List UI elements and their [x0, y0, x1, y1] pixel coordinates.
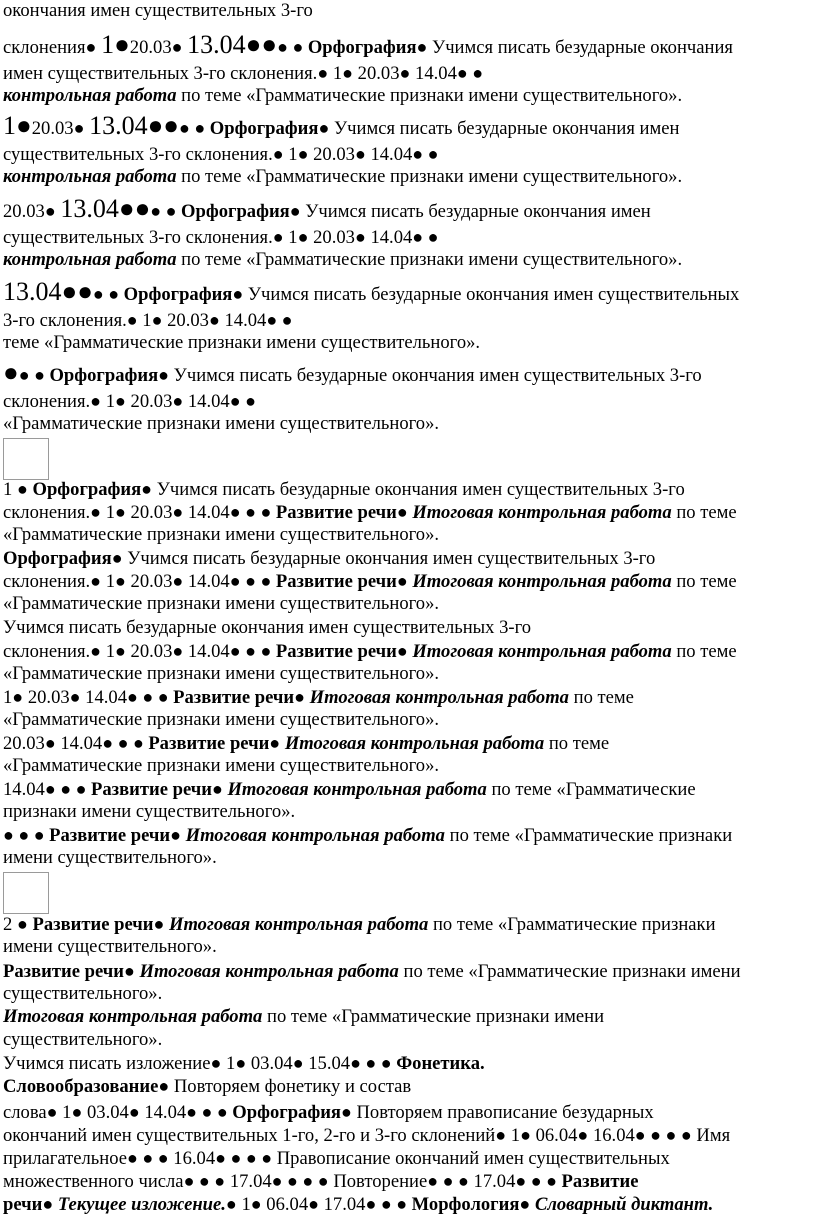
bullet-icon: ●	[519, 1194, 531, 1214]
text-line	[3, 709, 439, 731]
text-run: 14.04	[3, 779, 45, 800]
text-run: теме «Грамматические признаки имени существительного».	[3, 332, 481, 353]
text-line	[3, 936, 217, 958]
bullet-icon: ●	[151, 310, 163, 330]
text-run: 1	[137, 310, 152, 331]
text-run: 20.03	[125, 391, 173, 412]
bullet-icon: ●	[297, 144, 309, 164]
text-run: склонения.	[3, 391, 91, 412]
bullet-icon: ●	[42, 1194, 54, 1214]
text-line	[3, 1193, 713, 1216]
text-run: Правописание окончаний имен существительных	[272, 1148, 670, 1169]
text-line	[3, 847, 217, 869]
bullet-icon: ● ● ●	[3, 825, 50, 845]
text-run: Учимся писать безударные окончания имен существительных	[243, 284, 740, 305]
text-run: 20.03	[308, 227, 355, 248]
text-run: 14.04	[183, 571, 230, 592]
text-line	[3, 593, 439, 615]
text-run: Учимся писать безударные окончания	[427, 37, 733, 58]
text-run: «Грамматические признаки имени существительного».	[3, 663, 440, 684]
text-run: 3-го склонения.	[3, 310, 127, 331]
bullet-icon: ●	[577, 1125, 589, 1145]
text-run: Орфография	[209, 118, 319, 139]
text-run: 20.03	[23, 687, 70, 708]
text-run: Орфография	[307, 37, 417, 58]
text-run: по теме «Грамматические признаки имени	[398, 961, 741, 982]
text-run: имени существительного».	[3, 847, 217, 868]
text-line	[3, 1075, 411, 1098]
text-run: 17.04	[318, 1194, 366, 1215]
bullet-icon: ● ●	[92, 284, 124, 304]
text-line	[3, 640, 737, 663]
text-run: окончаний имен существительных 1-го, 2-го и 3-го склонений	[3, 1125, 496, 1146]
bullet-icon: ●	[269, 733, 281, 753]
text-run: 14.04	[219, 310, 267, 331]
bullet-icon: ●	[225, 1194, 237, 1214]
text-run: по теме	[671, 641, 737, 662]
bullet-icon: ● ●	[18, 365, 50, 385]
text-run: 20.03	[31, 118, 74, 139]
text-run: 1	[3, 479, 17, 500]
text-run: 20.03	[3, 201, 45, 222]
bullet-icon: ●	[126, 310, 138, 330]
text-run: 13.04	[3, 277, 62, 306]
text-run: по теме «Грамматические признаки	[428, 914, 716, 935]
text-run: по теме	[568, 687, 634, 708]
text-line	[3, 913, 716, 936]
table-cell-box	[3, 872, 49, 914]
bullet-icon: ●	[69, 687, 81, 707]
text-run: Итоговая контрольная работа	[185, 825, 445, 846]
text-run: 1	[283, 144, 298, 165]
bullet-icon: ●	[16, 914, 28, 934]
bullet-icon: ●	[396, 502, 408, 522]
text-line	[3, 663, 439, 685]
text-run: 1	[101, 391, 115, 412]
bullet-icon: ●	[90, 641, 102, 661]
text-line	[3, 226, 439, 249]
bullet-icon: ●	[158, 365, 170, 385]
bullet-icon: ●	[294, 687, 305, 707]
text-run: Итоговая контрольная работа	[227, 779, 487, 800]
text-run: 1	[57, 1102, 72, 1123]
text-run: 20.03	[125, 571, 173, 592]
text-run: Развитие речи	[3, 961, 124, 982]
bullet-icon: ●●	[245, 30, 278, 59]
text-run: 13.04	[187, 30, 246, 59]
text-run: Итоговая контрольная работа	[168, 914, 429, 935]
text-line	[3, 413, 439, 435]
text-run: склонения.	[3, 641, 91, 662]
text-run: признаки имени существительного».	[3, 801, 296, 822]
text-run: Орфография	[32, 479, 142, 500]
bullet-icon: ● ● ●	[44, 779, 91, 799]
bullet-icon: ● ●	[456, 63, 484, 83]
bullet-icon: ●	[141, 479, 153, 499]
bullet-icon: ● ●	[150, 201, 182, 221]
bullet-icon: ● ● ●	[183, 1171, 226, 1191]
bullet-icon: ●●	[118, 194, 151, 223]
text-run: Итоговая контрольная работа	[412, 571, 672, 592]
bullet-icon: ● ● ●	[365, 1194, 412, 1214]
bullet-icon: ● ● ●	[102, 733, 149, 753]
bullet-icon: ● ● ●	[229, 641, 276, 661]
text-run: 1	[3, 687, 13, 708]
text-line	[3, 30, 733, 59]
text-line	[3, 570, 737, 593]
text-run: по теме	[671, 502, 737, 523]
text-run: 16.04	[168, 1148, 216, 1169]
bullet-icon: ●	[292, 1053, 304, 1073]
text-run: контрольная работа	[3, 85, 177, 106]
text-run: по теме «Грамматические	[486, 779, 696, 800]
text-run: Развитие речи	[173, 687, 295, 708]
text-run: Итоговая контрольная работа	[309, 687, 569, 708]
bullet-icon: ●	[170, 825, 181, 845]
text-run: Итоговая контрольная работа	[412, 502, 672, 523]
text-run: Орфография	[3, 548, 112, 569]
bullet-icon: ●	[171, 37, 183, 57]
text-run: 14.04	[410, 63, 457, 84]
bullet-icon: ● ● ●	[127, 1148, 169, 1168]
text-run: «Грамматические признаки имени существительного».	[3, 709, 440, 730]
bullet-icon: ● ● ●	[186, 1102, 233, 1122]
bullet-icon: ●	[73, 118, 85, 138]
bullet-icon: ●	[71, 1102, 83, 1122]
bullet-icon: ●	[318, 118, 330, 138]
text-run: Орфография	[232, 1102, 341, 1123]
bullet-icon: ●	[90, 571, 102, 591]
text-run: 03.04	[82, 1102, 129, 1123]
text-run: Итоговая контрольная работа	[412, 641, 672, 662]
text-line	[3, 801, 295, 823]
text-run: 20.03	[125, 641, 173, 662]
text-run: Развитие речи	[275, 571, 397, 592]
text-line	[3, 501, 737, 524]
text-run: 20.03	[162, 310, 209, 331]
text-line	[3, 960, 741, 983]
bullet-icon: ● ● ●	[515, 1171, 562, 1191]
text-run: Развитие речи	[32, 914, 154, 935]
bullet-icon: ●	[16, 111, 32, 140]
text-run: Имя	[691, 1125, 731, 1146]
bullet-icon: ●	[495, 1125, 507, 1145]
text-run: Итоговая контрольная работа	[139, 961, 399, 982]
table-cell-box	[3, 438, 49, 480]
text-run: Учимся писать безударные окончания имен существительных 3-го	[122, 548, 656, 569]
text-line	[3, 249, 682, 271]
bullet-icon: ●	[90, 391, 102, 411]
bullet-icon: ●	[3, 358, 19, 387]
bullet-icon: ●	[115, 571, 126, 591]
bullet-icon: ●	[128, 1102, 140, 1122]
text-run: Орфография	[123, 284, 233, 305]
text-run: Развитие речи	[148, 733, 270, 754]
text-run: по теме «Грамматические признаки имени	[262, 1006, 605, 1027]
text-line	[3, 686, 634, 709]
bullet-icon: ●	[354, 227, 366, 247]
bullet-icon: ●	[317, 63, 329, 83]
bullet-icon: ●	[289, 201, 301, 221]
text-run: Орфография	[49, 365, 159, 386]
text-run: Развитие речи	[90, 779, 212, 800]
text-run: Повторяем правописание безударных	[351, 1102, 654, 1123]
bullet-icon: ● ●	[179, 118, 210, 138]
text-run: 20.03	[125, 502, 173, 523]
bullet-icon: ●	[85, 37, 97, 57]
text-line	[3, 111, 680, 140]
bullet-icon: ●	[396, 641, 408, 661]
bullet-icon: ●	[354, 144, 366, 164]
text-line	[3, 1006, 604, 1028]
text-run: Итоговая контрольная работа	[284, 733, 545, 754]
text-run: 20.03	[129, 37, 172, 58]
text-run: Морфология	[411, 1194, 520, 1215]
text-run: 17.04	[225, 1171, 272, 1192]
text-run: контрольная работа	[3, 249, 177, 270]
text-run: Учимся писать безударные окончания имен	[329, 118, 680, 139]
text-run: множественного числа	[3, 1171, 184, 1192]
text-run: речи	[3, 1194, 43, 1215]
text-run: 03.04	[246, 1053, 293, 1074]
bullet-icon: ● ● ●	[229, 571, 276, 591]
text-run: Учимся писать безударные окончания имен существительных 3-го	[3, 617, 532, 638]
text-line	[3, 1052, 485, 1075]
text-run: 1	[101, 571, 115, 592]
bullet-icon: ● ●	[229, 391, 256, 411]
text-line	[3, 309, 293, 332]
text-run: 1	[101, 30, 115, 59]
bullet-icon: ● ● ● ●	[634, 1125, 692, 1145]
text-run: 17.04	[468, 1171, 516, 1192]
text-line	[3, 824, 732, 847]
bullet-icon: ●	[46, 1102, 58, 1122]
text-run: 14.04	[365, 227, 413, 248]
text-line	[3, 478, 685, 501]
text-line	[3, 732, 609, 755]
text-run: «Грамматические признаки имени существительного».	[3, 413, 440, 434]
text-run: 14.04	[183, 641, 230, 662]
text-run: 1	[506, 1125, 521, 1146]
text-run: прилагательное	[3, 1148, 127, 1169]
text-run: Итоговая контрольная работа	[3, 1006, 263, 1027]
text-run: 2	[3, 914, 17, 935]
bullet-icon: ● ● ●	[427, 1171, 469, 1191]
bullet-icon: ●	[235, 1053, 247, 1073]
bullet-icon: ●	[210, 1053, 222, 1073]
bullet-icon: ●	[153, 914, 165, 934]
bullet-icon: ●	[396, 571, 408, 591]
bullet-icon: ●	[111, 548, 123, 568]
text-run: 14.04	[183, 391, 230, 412]
bullet-icon: ●	[114, 30, 130, 59]
bullet-icon: ● ●	[412, 227, 439, 247]
bullet-icon: ●	[172, 641, 184, 661]
text-run: Учимся писать безударные окончания имен существительных 3-го	[152, 479, 685, 500]
text-line	[3, 1101, 654, 1124]
bullet-icon: ● ● ●	[350, 1053, 397, 1073]
bullet-icon: ●	[115, 391, 126, 411]
text-run: 1	[101, 502, 115, 523]
text-line	[3, 983, 162, 1005]
bullet-icon: ●	[308, 1194, 319, 1214]
text-run: Учимся писать безударные окончания имен	[300, 201, 651, 222]
text-run: 20.03	[353, 63, 400, 84]
text-run: Развитие речи	[275, 502, 397, 523]
text-run: существительных 3-го склонения.	[3, 144, 273, 165]
bullet-icon: ●	[399, 63, 411, 83]
text-line	[3, 358, 702, 387]
text-line	[3, 166, 682, 188]
text-run: 1	[283, 227, 298, 248]
text-line	[3, 1170, 638, 1193]
text-line	[3, 143, 439, 166]
text-run: имен существительных 3-го склонения.	[3, 63, 318, 84]
text-run: «Грамматические признаки имени существительного».	[3, 755, 440, 776]
text-run: по теме «Грамматические признаки имени существительного».	[176, 249, 683, 270]
text-line	[3, 1124, 730, 1147]
text-run: Орфография	[181, 201, 290, 222]
bullet-icon: ● ●	[412, 144, 439, 164]
bullet-icon: ●	[272, 227, 284, 247]
text-run: 1	[236, 1194, 251, 1215]
text-run: 14.04	[139, 1102, 187, 1123]
bullet-icon: ●●	[61, 277, 93, 306]
text-run: 14.04	[365, 144, 413, 165]
text-run: Учимся писать изложение	[3, 1053, 211, 1074]
bullet-icon: ● ●	[266, 310, 293, 330]
text-run: по теме	[671, 571, 737, 592]
bullet-icon: ●	[115, 502, 126, 522]
text-run: склонения	[3, 37, 86, 58]
bullet-icon: ●	[172, 502, 184, 522]
text-run: Развитие	[561, 1171, 639, 1192]
text-line	[3, 617, 531, 639]
bullet-icon: ● ● ● ●	[271, 1171, 329, 1191]
bullet-icon: ●	[12, 687, 24, 707]
bullet-icon: ●	[232, 284, 244, 304]
text-line	[3, 524, 439, 546]
text-run: по теме	[544, 733, 610, 754]
text-line	[3, 85, 682, 107]
bullet-icon: ●●	[147, 111, 180, 140]
text-run: 16.04	[588, 1125, 635, 1146]
text-run: Словообразование	[3, 1076, 159, 1097]
text-run: 1	[328, 63, 343, 84]
text-run: Учимся писать безударные окончания имен существительных 3-го	[169, 365, 702, 386]
bullet-icon: ●	[158, 1076, 170, 1096]
text-line	[3, 778, 696, 801]
text-run: 14.04	[80, 687, 128, 708]
text-run: 1	[221, 1053, 236, 1074]
bullet-icon: ●	[340, 1102, 352, 1122]
text-run: 06.04	[530, 1125, 578, 1146]
bullet-icon: ●	[211, 779, 223, 799]
bullet-icon: ●	[416, 37, 428, 57]
text-run: по теме «Грамматические признаки	[444, 825, 733, 846]
text-run: существительного».	[3, 1029, 163, 1050]
text-line	[3, 332, 480, 354]
text-run: 20.03	[3, 733, 45, 754]
text-run: существительного».	[3, 983, 163, 1004]
text-run: «Грамматические признаки имени существительного».	[3, 593, 440, 614]
text-run: «Грамматические признаки имени существительного».	[3, 524, 440, 545]
text-run: по теме «Грамматические признаки имени существительного».	[176, 166, 683, 187]
text-run: склонения.	[3, 502, 91, 523]
text-run: 1	[101, 641, 115, 662]
text-line	[3, 194, 651, 223]
text-run: 06.04	[261, 1194, 309, 1215]
text-run: контрольная работа	[3, 166, 177, 187]
bullet-icon: ●	[172, 391, 184, 411]
text-run: 13.04	[60, 194, 119, 223]
bullet-icon: ●	[342, 63, 354, 83]
text-line	[3, 0, 313, 22]
text-run: существительных 3-го склонения.	[3, 227, 273, 248]
text-run: Текущее изложение.	[57, 1194, 226, 1215]
bullet-icon: ●	[90, 502, 102, 522]
text-run: Словарный диктант.	[534, 1194, 714, 1215]
text-run: 1	[3, 111, 16, 140]
text-run: 13.04	[89, 111, 148, 140]
text-run: 15.04	[303, 1053, 351, 1074]
bullet-icon: ●	[297, 227, 309, 247]
text-line	[3, 755, 439, 777]
bullet-icon: ● ● ●	[127, 687, 174, 707]
text-run: по теме «Грамматические признаки имени существительного».	[176, 85, 683, 106]
bullet-icon: ●	[272, 144, 284, 164]
bullet-icon: ● ●	[277, 37, 308, 57]
text-run: слова	[3, 1102, 47, 1123]
bullet-icon: ●	[172, 571, 184, 591]
text-line	[3, 547, 655, 570]
text-run: 20.03	[308, 144, 355, 165]
text-run: имени существительного».	[3, 936, 217, 957]
text-run: окончания имен существительных 3-го	[3, 0, 313, 21]
bullet-icon: ●	[250, 1194, 262, 1214]
text-line	[3, 1029, 162, 1051]
text-run: Фонетика.	[396, 1053, 485, 1074]
text-run: Развитие речи	[49, 825, 171, 846]
bullet-icon: ●	[520, 1125, 531, 1145]
bullet-icon: ●	[44, 201, 56, 221]
bullet-icon: ● ● ● ●	[215, 1148, 273, 1168]
bullet-icon: ●	[208, 310, 220, 330]
text-run: Развитие речи	[275, 641, 397, 662]
bullet-icon: ●	[115, 641, 126, 661]
text-line	[3, 1147, 670, 1170]
bullet-icon: ● ● ●	[229, 502, 276, 522]
text-line	[3, 390, 256, 413]
text-run: 14.04	[55, 733, 103, 754]
text-line	[3, 277, 740, 306]
text-run: Повторяем фонетику и состав	[169, 1076, 412, 1097]
text-line	[3, 62, 483, 85]
bullet-icon: ●	[44, 733, 56, 753]
bullet-icon: ●	[123, 961, 135, 981]
text-run: склонения.	[3, 571, 91, 592]
text-run: 14.04	[183, 502, 230, 523]
bullet-icon: ●	[16, 479, 28, 499]
text-run: Повторение	[328, 1171, 428, 1192]
